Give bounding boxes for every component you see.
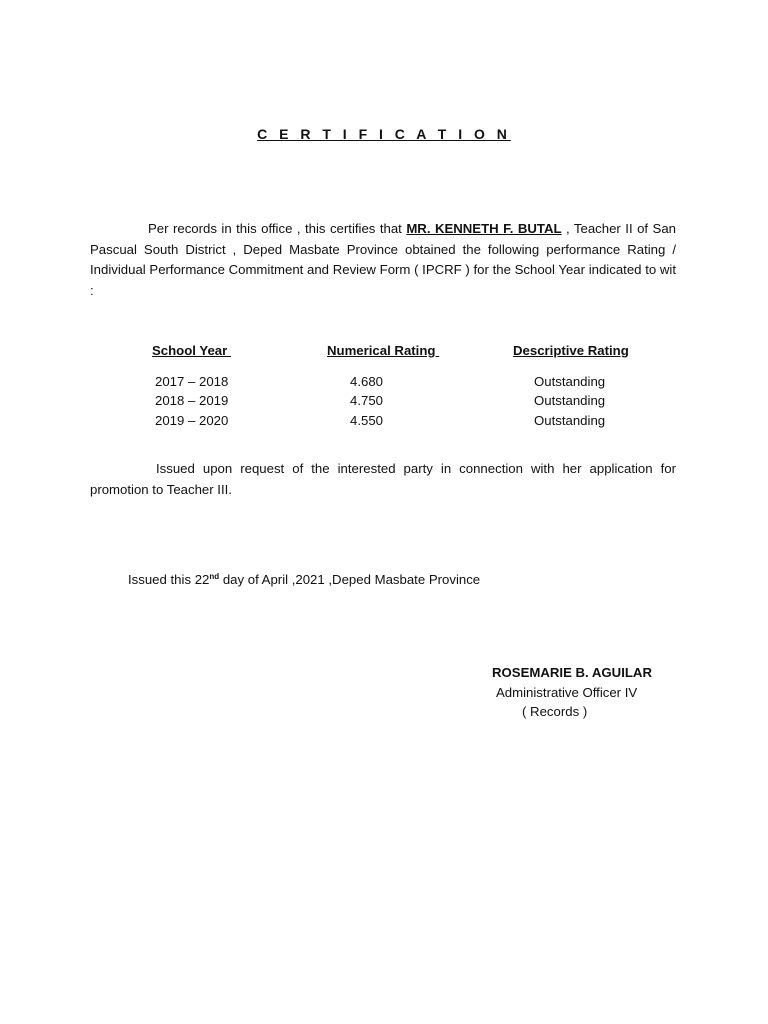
signatory-position: Administrative Officer IV xyxy=(496,685,638,700)
school-year-cell: 2018 – 2019 xyxy=(155,393,229,409)
school-year-cell: 2017 – 2018 xyxy=(155,374,229,389)
issued-prefix: Issued this 22 xyxy=(128,572,210,587)
column-header-descriptive-rating: Descriptive Rating xyxy=(513,343,629,358)
descriptive-rating-cell: Outstanding xyxy=(534,393,606,409)
table-row xyxy=(0,374,768,393)
signatory-department: ( Records ) xyxy=(522,704,588,719)
teacher-name: MR. KENNETH F. BUTAL xyxy=(406,221,562,236)
ordinal-suffix: nd xyxy=(209,572,220,581)
intro-text-before-name: Per records in this office , this certifies that xyxy=(148,221,407,236)
descriptive-rating-cell: Outstanding xyxy=(534,412,606,428)
intro-text-after-name: , Teacher II of San Pascual South District , Deped Masbate Province obtained the following performance Rating / Individual Performance Commitment and Review Form ( IPCRF ) for the School Year indicated to wit : xyxy=(90,221,676,298)
numerical-rating-cell: 4.680 xyxy=(350,374,384,389)
numerical-rating-cell: 4.550 xyxy=(350,412,384,428)
purpose-paragraph: Issued upon request of the interested party in connection with her application for promotion to Teacher III. xyxy=(90,461,676,497)
numerical-rating-cell: 4.750 xyxy=(350,393,384,409)
table-row xyxy=(0,393,768,412)
issued-date-line xyxy=(128,572,480,587)
column-header-school-year: School Year xyxy=(152,343,231,358)
column-header-numerical-rating: Numerical Rating xyxy=(327,343,440,358)
table-row xyxy=(0,413,768,432)
issued-suffix: day of April ,2021 ,Deped Masbate Province xyxy=(219,572,481,587)
descriptive-rating-cell: Outstanding xyxy=(534,374,606,389)
ratings-rows xyxy=(0,374,768,432)
school-year-cell: 2019 – 2020 xyxy=(155,412,229,428)
signatory-name: ROSEMARIE B. AGUILAR xyxy=(492,665,652,680)
intro-paragraph xyxy=(90,219,676,301)
document-title: C E R T I F I C A T I O N xyxy=(257,126,511,142)
